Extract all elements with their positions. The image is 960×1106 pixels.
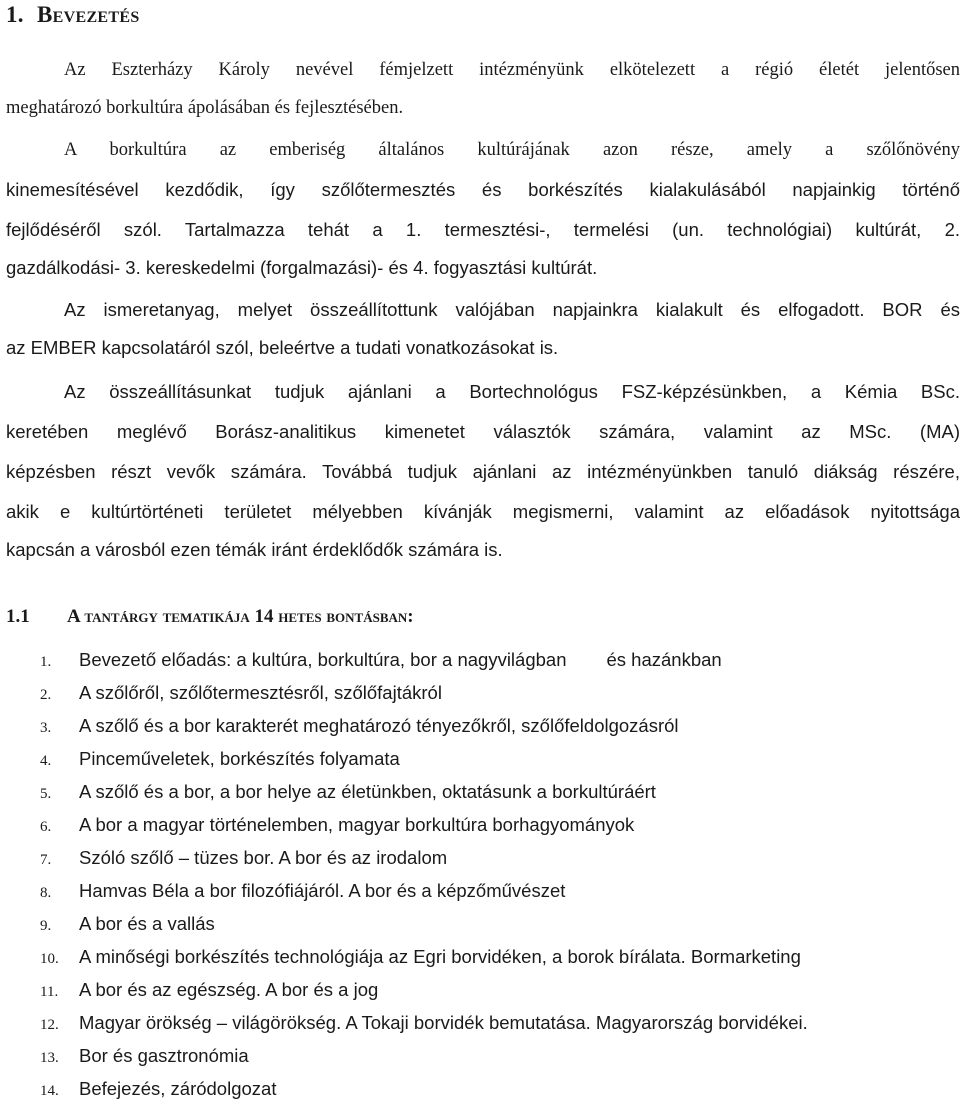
- topic-number: 6.: [40, 819, 52, 835]
- topic-text: Bor és gasztronómia: [79, 1045, 249, 1066]
- intro-line: kapcsán a városból ezen témák iránt érdeklődők számára is.: [6, 539, 503, 560]
- topic-item: [40, 948, 801, 968]
- topic-text-continued: és hazánkban: [606, 649, 722, 670]
- topic-item: [40, 684, 442, 704]
- topic-number: 14.: [40, 1083, 59, 1099]
- topic-number: 10.: [40, 951, 59, 967]
- topic-number: 9.: [40, 918, 52, 934]
- topic-text: A bor a magyar történelemben, magyar borkultúra borhagyományok: [79, 814, 635, 835]
- topic-text: Magyar örökség – világörökség. A Tokaji borvidék bemutatása. Magyarország borvidékei.: [79, 1012, 808, 1033]
- intro-line: A borkultúra az emberiség általános kultúrájának azon része, amely a szőlőnövény: [64, 140, 960, 160]
- chapter-heading: [6, 2, 140, 28]
- topic-text: Hamvas Béla a bor filozófiájáról. A bor és a képzőművészet: [79, 880, 566, 901]
- intro-line: Az Eszterházy Károly nevével fémjelzett intézményünk elkötelezett a régió életét jelentősen: [64, 60, 960, 80]
- topic-text: A minőségi borkészítés technológiája az Egri borvidéken, a borok bírálata. Bormarketing: [79, 946, 801, 967]
- section-number: 1.1: [6, 606, 30, 627]
- topic-number: 8.: [40, 885, 52, 901]
- topic-number: 12.: [40, 1017, 59, 1033]
- intro-line: gazdálkodási- 3. kereskedelmi (forgalmazási)- és 4. fogyasztási kultúrát.: [6, 257, 598, 278]
- topic-text: Szóló szőlő – tüzes bor. A bor és az irodalom: [79, 847, 448, 868]
- chapter-title: Bevezetés: [37, 2, 140, 27]
- topic-number: 3.: [40, 720, 52, 736]
- topic-item: [40, 651, 722, 671]
- topic-item: [40, 1014, 808, 1034]
- intro-line: keretében meglévő Borász-analitikus kimenetet választók számára, valamint az MSc. (MA): [6, 421, 960, 442]
- topic-text: A bor és a vallás: [79, 913, 215, 934]
- topic-text: A szőlőről, szőlőtermesztésről, szőlőfajtákról: [79, 682, 442, 703]
- topic-item: [40, 849, 447, 869]
- intro-line: akik e kultúrtörténeti területet mélyebben kívánják megismerni, valamint az előadások nyitottsága: [6, 501, 960, 522]
- intro-line: Az ismeretanyag, melyet összeállítottunk valójában napjainkra kialakult és elfogadott. BOR és: [64, 299, 960, 320]
- chapter-number: 1.: [6, 2, 24, 27]
- topic-number: 7.: [40, 852, 52, 868]
- intro-line: az EMBER kapcsolatáról szól, beleértve a tudati vonatkozásokat is.: [6, 337, 559, 358]
- topic-text: A szőlő és a bor karakterét meghatározó tényezőkről, szőlőfeldolgozásról: [79, 715, 679, 736]
- topic-number: 11.: [40, 984, 59, 1000]
- section-title: A tantárgy tematikája 14 hetes bontásban:: [67, 606, 414, 627]
- topic-item: [40, 882, 565, 902]
- topic-item: [40, 1080, 276, 1100]
- topic-text: Bevezető előadás: a kultúra, borkultúra, bor a nagyvilágban: [79, 649, 567, 670]
- topic-item: [40, 750, 400, 770]
- topic-text: A szőlő és a bor, a bor helye az életünkben, oktatásunk a borkultúráért: [79, 781, 656, 802]
- intro-line: kinemesítésével kezdődik, így szőlőtermesztés és borkészítés kialakulásából napjainkig történő: [6, 179, 960, 200]
- topic-number: 4.: [40, 753, 52, 769]
- topic-item: [40, 1047, 249, 1067]
- topic-number: 2.: [40, 687, 52, 703]
- intro-line: Az összeállításunkat tudjuk ajánlani a Bortechnológus FSZ-képzésünkben, a Kémia BSc.: [64, 381, 960, 402]
- topic-number: 5.: [40, 786, 52, 802]
- intro-line: képzésben részt vevők számára. Továbbá tudjuk ajánlani az intézményünkben tanuló diákság részére,: [6, 461, 960, 482]
- intro-line: meghatározó borkultúra ápolásában és fejlesztésében.: [6, 98, 404, 118]
- topic-item: [40, 816, 634, 836]
- intro-line: fejlődéséről szól. Tartalmazza tehát a 1. termesztési-, termelési (un. technológiai) kultúrát, 2.: [6, 219, 960, 240]
- topic-text: A bor és az egészség. A bor és a jog: [79, 979, 379, 1000]
- topic-item: [40, 717, 679, 737]
- topic-text: Befejezés, záródolgozat: [79, 1078, 277, 1099]
- topic-item: [40, 783, 656, 803]
- topic-number: 13.: [40, 1050, 59, 1066]
- section-heading: [6, 606, 414, 628]
- topic-text: Pinceműveletek, borkészítés folyamata: [79, 748, 400, 769]
- topic-number: 1.: [40, 654, 52, 670]
- topic-item: [40, 981, 378, 1001]
- topic-item: [40, 915, 215, 935]
